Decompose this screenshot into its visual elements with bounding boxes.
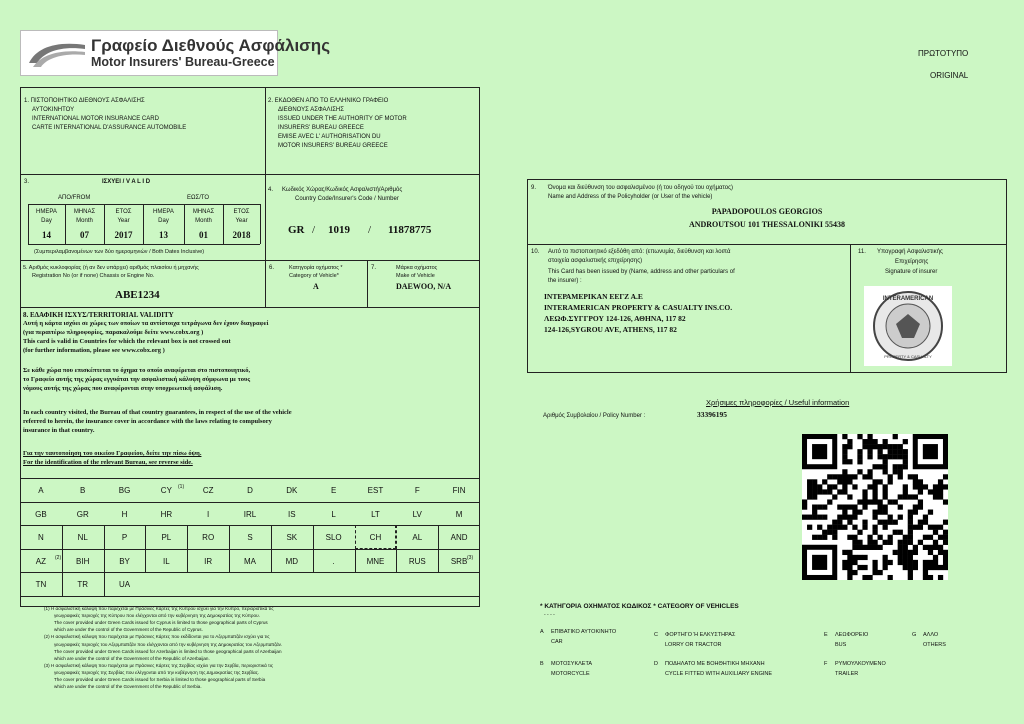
country-code-sk: SK bbox=[286, 533, 298, 543]
footnote-line: The cover provided under Green Cards issued for Cyprus is limited to those geographical parts of Cyprus bbox=[54, 620, 268, 626]
insurer-code: 1019 bbox=[328, 224, 350, 236]
country-code-b: B bbox=[80, 486, 86, 495]
country-code-tn: TN bbox=[35, 580, 47, 590]
category-code: A bbox=[540, 629, 544, 635]
country-code-cy: CY bbox=[160, 486, 172, 495]
category-value: A bbox=[313, 282, 319, 291]
category-greek: ΡΥΜΟΥΛΚΟΥΜΕΝΟ bbox=[835, 661, 886, 667]
country-code-srb: SRB bbox=[450, 556, 468, 566]
category-english: CAR bbox=[551, 639, 563, 645]
registration-value: ABE1234 bbox=[115, 289, 160, 301]
date-cell: 13 bbox=[159, 230, 168, 240]
country-code-pl: PL bbox=[161, 533, 172, 543]
date-cell: Day bbox=[41, 218, 52, 224]
mib-logo bbox=[20, 30, 331, 76]
country-code-slo: SLO bbox=[325, 533, 342, 543]
svg-text:PROPERTY & CASUALTY: PROPERTY & CASUALTY bbox=[884, 354, 932, 359]
category-code: C bbox=[654, 632, 658, 638]
category-greek: ΦΟΡΤΗΓΟ Ή ΕΛΚΥΣΤΗΡΑΣ bbox=[665, 632, 736, 638]
date-cell: 2017 bbox=[114, 230, 133, 240]
category-english: CYCLE FITTED WITH AUXILIARY ENGINE bbox=[665, 671, 773, 677]
country-code-nl: NL bbox=[77, 533, 88, 543]
svg-text:INTERAMERICAN: INTERAMERICAN bbox=[882, 296, 934, 302]
logo-text-english: Motor Insurers' Bureau-Greece bbox=[91, 55, 275, 69]
country-code-and: AND bbox=[450, 533, 468, 543]
country-code-bih: BIH bbox=[76, 556, 90, 566]
date-cell: ΕΤΟΣ bbox=[115, 209, 132, 215]
date-cell: 07 bbox=[80, 230, 89, 240]
date-cell: Month bbox=[195, 218, 212, 224]
category-code: D bbox=[654, 661, 658, 667]
date-cell: Day bbox=[158, 218, 169, 224]
country-code-d: D bbox=[247, 486, 253, 495]
country-code-e: E bbox=[330, 486, 337, 495]
date-cell: ΕΤΟΣ bbox=[233, 209, 250, 215]
country-code-ch: CH bbox=[369, 533, 382, 543]
country-code-gr: GR bbox=[76, 509, 89, 519]
country-code: GR bbox=[288, 224, 305, 236]
original-english: ORIGINAL bbox=[930, 71, 969, 80]
date-cell: 01 bbox=[199, 230, 208, 240]
category-greek: ΕΠΙΒΑΤΙΚΟ ΑΥΤΟΚΙΝΗΤΟ bbox=[551, 629, 617, 635]
footnote-line: The cover provided under Green Cards issued for Serbia is limited to those geographical parts of Serbia bbox=[54, 677, 266, 682]
footnote-line: The cover provided under Green Cards issued for Azerbaijan is limited to those geographical parts of Azerbaijan bbox=[54, 648, 282, 654]
original-greek: ΠΡΩΤΟΤΥΠΟ bbox=[918, 49, 969, 58]
category-greek: ΑΛΛΟ bbox=[923, 632, 939, 638]
country-code-irl: IRL bbox=[243, 509, 257, 519]
category-english: MOTORCYCLE bbox=[551, 671, 590, 677]
footnote-line: (2) Η ασφαλιστική κάλυψη που παρέχεται με Πράσινες Κάρτες που εκδίδονται για το Αζερμπαϊτζάν ισχύει για τις bbox=[44, 634, 270, 640]
footnote-line: γεωγραφικές περιοχές της Σερβίας που ελέγχονται από την κυβέρνηση της Δημοκρατίας της Σερβίας. bbox=[54, 669, 260, 675]
country-code-p: P bbox=[121, 533, 128, 543]
logo-text-greek: Γραφείο Διεθνούς Ασφάλισης bbox=[91, 36, 331, 55]
category-greek: ΛΕΩΦΟΡΕΙΟ bbox=[835, 632, 869, 638]
footnote-line: which are under the control of the Government of the Republic of Serbia. bbox=[54, 684, 202, 690]
category-english: LORRY OR TRACTOR bbox=[665, 642, 722, 648]
useful-info-title: Χρήσιμες πληροφορίες / Useful information bbox=[706, 398, 850, 407]
country-code-.: . bbox=[332, 556, 335, 566]
country-code-md: MD bbox=[285, 556, 299, 566]
country-code-n: N bbox=[38, 533, 44, 543]
country-code-fin: FIN bbox=[452, 486, 466, 495]
country-code-lv: LV bbox=[412, 509, 422, 519]
country-code-ro: RO bbox=[202, 533, 215, 543]
ch-dashed-box bbox=[355, 525, 397, 549]
country-code-f: F bbox=[414, 486, 420, 495]
qr-code-icon bbox=[802, 434, 948, 580]
date-cell: 2018 bbox=[232, 230, 251, 240]
policyholder-name: PAPADOPOULOS GEORGIOS bbox=[711, 207, 823, 216]
date-cell: ΗΜΕΡΑ bbox=[36, 209, 57, 215]
country-code-mne: MNE bbox=[366, 556, 385, 566]
country-code-h: H bbox=[121, 509, 128, 519]
make-value: DAEWOO, N/A bbox=[396, 282, 452, 291]
country-code-il: IL bbox=[163, 556, 170, 566]
category-english: TRAILER bbox=[835, 671, 859, 677]
country-code-az: AZ bbox=[35, 556, 47, 566]
date-cell: ΗΜΕΡΑ bbox=[153, 209, 174, 215]
policy-number-value: 33396195 bbox=[697, 410, 727, 419]
country-code-est: EST bbox=[367, 486, 384, 495]
footnote-marker: (3) bbox=[467, 555, 474, 561]
footnote-line: (3) Η ασφαλιστική κάλυψη που παρέχεται με Πράσινες Κάρτες της Σερβίας ισχύει για την Σερβία, περιοριστικά τις bbox=[44, 662, 274, 668]
date-cell: ΜΗΝΑΣ bbox=[73, 209, 96, 215]
insurer-stamp-seal bbox=[864, 286, 952, 366]
date-cell: Year bbox=[117, 218, 130, 224]
date-cell: 14 bbox=[42, 230, 51, 240]
card-number: 11878775 bbox=[388, 224, 432, 236]
policyholder-address: ANDROUTSOU 101 THESSALONIKI 55438 bbox=[688, 220, 846, 229]
date-cell: Month bbox=[76, 218, 93, 224]
category-code: E bbox=[824, 632, 828, 638]
insurer-stamp bbox=[864, 286, 952, 366]
country-code-gb: GB bbox=[35, 509, 47, 519]
country-code-ma: MA bbox=[244, 556, 256, 566]
country-code-ua: UA bbox=[118, 580, 131, 590]
car-logo-icon bbox=[27, 37, 87, 71]
country-code-a: A bbox=[38, 486, 44, 495]
country-code-l: L bbox=[331, 509, 336, 519]
date-cell: Year bbox=[235, 218, 248, 224]
country-code-ir: IR bbox=[204, 556, 213, 566]
country-code-by: BY bbox=[119, 556, 130, 566]
country-code-bg: BG bbox=[118, 486, 131, 495]
country-code-cz: CZ bbox=[202, 486, 214, 495]
date-cell: ΜΗΝΑΣ bbox=[192, 209, 215, 215]
country-code-is: IS bbox=[288, 509, 296, 519]
policy-number-label: Αριθμός Συμβολαίου / Policy Number : bbox=[543, 413, 646, 419]
category-code: F bbox=[824, 661, 828, 667]
country-code-m: M bbox=[455, 509, 463, 519]
category-greek: ΠΟΔΗΛΑΤΟ ΜΕ ΒΟΗΘΗΤΙΚΗ ΜΗΧΑΝΗ bbox=[665, 661, 765, 667]
category-code: B bbox=[540, 661, 544, 667]
category-code: G bbox=[912, 632, 917, 638]
category-english: BUS bbox=[835, 642, 847, 648]
footnote-line: (1) Η ασφαλιστική κάλυψη που παρέχεται με Πράσινες Κάρτες της Κύπρου ισχύει για την Κύπρο, περιοριστικά τις bbox=[44, 606, 274, 611]
country-code-s: S bbox=[247, 533, 253, 543]
country-code-rus: RUS bbox=[408, 556, 426, 566]
footnote-line: γεωγραφικές περιοχές της Κύπρου που ελέγχονται από την κυβέρνηση της Δημοκρατίας της Κύπρου. bbox=[54, 613, 260, 619]
footnote-line: which are under the control of the Government of the Republic of Azerbaijan. bbox=[54, 655, 210, 661]
categories-title: * ΚΑΤΗΓΟΡΙΑ ΟΧΗΜΑΤΟΣ ΚΩΔΙΚΟΣ * CATEGORY OF VEHICLES bbox=[540, 603, 739, 610]
footnote-marker: (1) bbox=[178, 484, 185, 490]
box9-policyholder: 9. Όνομα και διεύθυνση του ασφαλισμένου (ή του οδηγού του οχήματος) Name and Address of the Policyholder (or User of the vehicle) PAPADOPOULOS GEORGIOS ANDROUTSOU 101 THESSALONIKI 55438 bbox=[527, 179, 1007, 245]
country-code-tr: TR bbox=[77, 580, 89, 590]
category-greek: ΜΟΤΟΣΥΚΛΕΤΑ bbox=[551, 661, 593, 667]
country-code-i: I bbox=[207, 509, 210, 519]
footnote-marker: (2) bbox=[55, 555, 62, 561]
country-code-al: AL bbox=[412, 533, 423, 543]
country-code-dk: DK bbox=[286, 486, 298, 495]
qr-code bbox=[802, 434, 948, 580]
footnote-line: which are under the control of the Government of the Republic of Cyprus. bbox=[54, 627, 203, 633]
category-english: OTHERS bbox=[923, 642, 946, 648]
country-code-hr: HR bbox=[160, 509, 173, 519]
country-code-lt: LT bbox=[371, 509, 380, 519]
footnote-line: γεωγραφικές περιοχές του Αζερμπαϊτζάν που ελέγχονται από την κυβέρνηση της Δημοκρατίας του Αζερμπαϊτζάν. bbox=[54, 641, 283, 647]
